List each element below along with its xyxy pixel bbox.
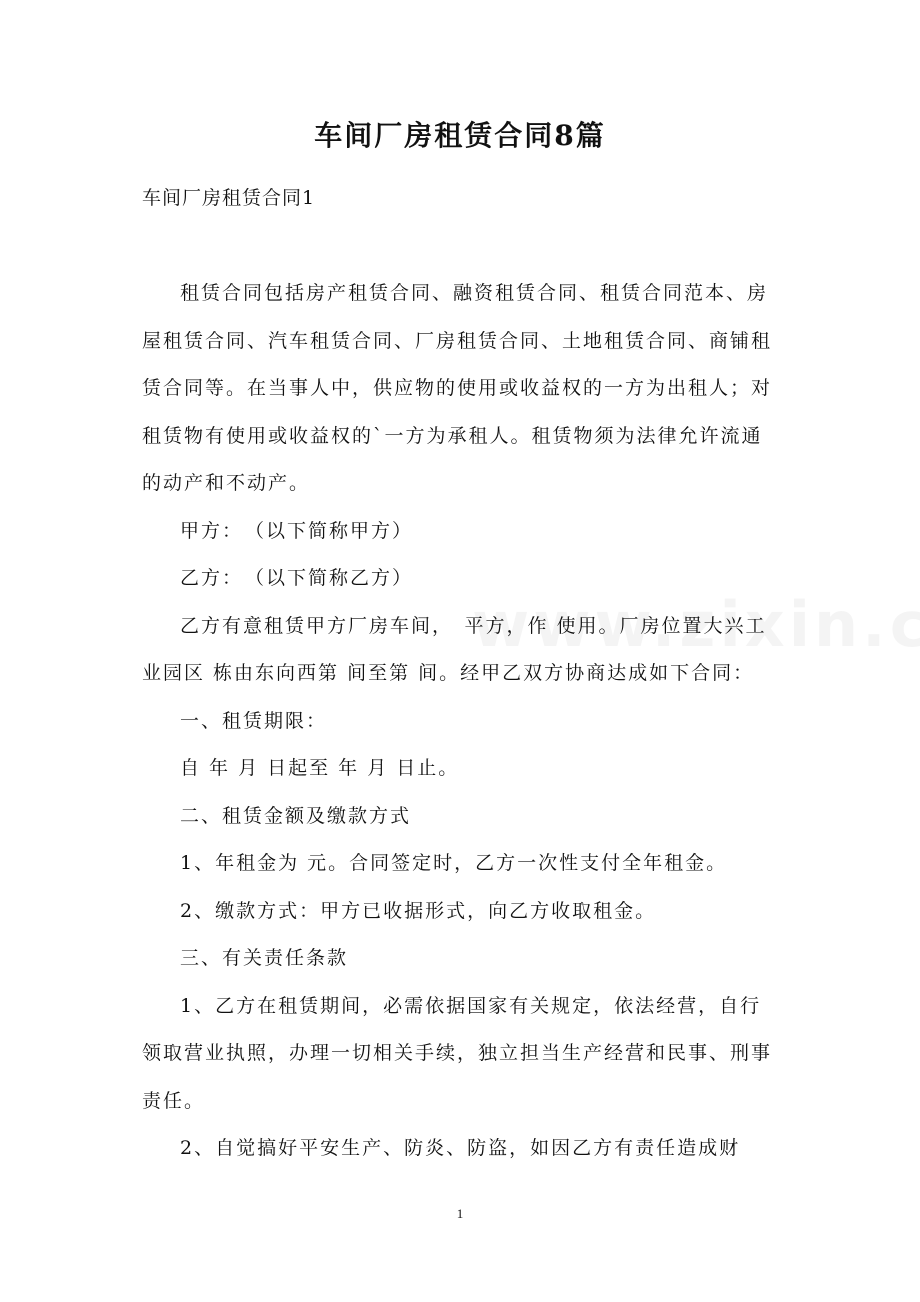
page-number: 1 <box>456 1206 464 1221</box>
paragraph: 乙方有意租赁甲方厂房车间， 平方，作 使用。厂房位置大兴工业园区 栋由东向西第 间至第 间。经甲乙双方协商达成如下合同： <box>142 614 767 684</box>
paragraph: 二、租赁金额及缴款方式 <box>180 804 412 827</box>
paragraph: 三、有关责任条款 <box>180 947 349 969</box>
paragraph: 甲方： （以下简称甲方） <box>180 519 414 542</box>
paragraph: 乙方： （以下简称乙方） <box>180 567 414 589</box>
document-title: 车间厂房租赁合同8篇 <box>314 119 606 152</box>
section-subtitle: 车间厂房租赁合同1 <box>142 187 316 209</box>
paragraph: 租赁合同包括房产租赁合同、融资租赁合同、租赁合同范本、房屋租赁合同、汽车租赁合同、厂房租赁合同、土地租赁合同、商铺租赁合同等。在当事人中，供应物的使用或收益权的一方为出租人；对租赁物有使用或收益权的`一方为承租人。租赁物须为法律允许流通的动产和不动产。 <box>142 282 773 494</box>
paragraph: 2、缴款方式：甲方已收据形式，向乙方收取租金。 <box>180 899 657 922</box>
paragraph: 1、乙方在租赁期间，必需依据国家有关规定，依法经营，自行领取营业执照，办理一切相关手续，独立担当生产经营和民事、刑事责任。 <box>142 994 773 1112</box>
document-body <box>142 270 782 1173</box>
paragraph: 自 年 月 日起至 年 月 日止。 <box>180 757 460 779</box>
paragraph: 2、自觉搞好平安生产、防炎、防盗，如因乙方有责任造成财 <box>180 1137 741 1159</box>
paragraph: 1、年租金为 元。合同签定时，乙方一次性支付全年租金。 <box>180 852 728 874</box>
paragraph: 一、租赁期限： <box>180 709 328 732</box>
